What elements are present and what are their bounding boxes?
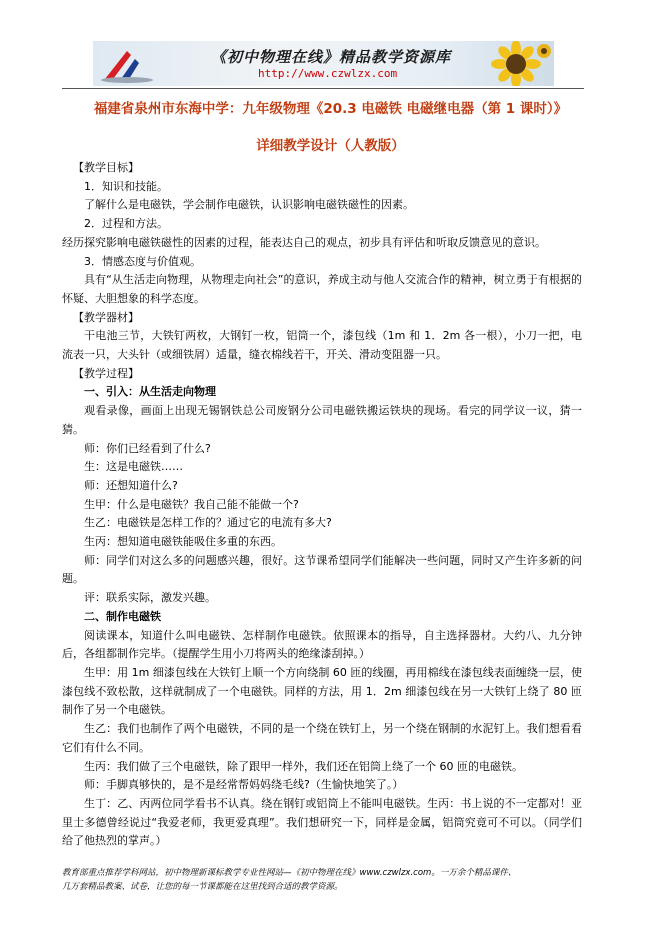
paragraph: 1．知识和技能。 xyxy=(84,179,168,193)
paragraph: 具有“从生活走向物理，从物理走向社会”的意识，养成主动与他人交流合作的精神，树立勇于有根据的怀疑、大胆想象的科学态度。 xyxy=(62,273,582,305)
section-heading-process: 【教学过程】 xyxy=(73,366,139,380)
section-heading-objectives: 【教学目标】 xyxy=(73,161,139,174)
site-logo-icon xyxy=(97,43,157,85)
paragraph: 2．过程和方法。 xyxy=(84,217,168,231)
dialogue-line: 生丁：乙、丙两位同学看书不认真。绕在钢钉或铝筒上不能叫电磁铁。生丙：书上说的不一定都对！亚里士多德曾经说过“我爱老师，我更爱真理”。我们想研究一下，同样是金属，铝筒究竟可不可以。（同学们给了他热烈的掌声。） xyxy=(62,796,582,848)
dialogue-line: 师：手脚真够快的，是不是经常帮妈妈绕毛线?（生愉快地笑了。） xyxy=(84,778,404,792)
document-subtitle: 详细教学设计（人教版） xyxy=(256,138,405,154)
footer-line: 教育部重点推荐学科网站，初中物理新课标教学专业性网站—《初中物理在线》www.czwlzx.com。一万余个精品课件、 xyxy=(62,868,517,878)
header-banner xyxy=(93,41,554,86)
sunflower-icon xyxy=(480,41,552,86)
banner-title: 《初中物理在线》精品教学资源库 xyxy=(211,48,452,66)
paragraph: 经历探究影响电磁铁磁性的因素的过程，能表达自己的观点，初步具有评估和听取反馈意见的意识。 xyxy=(62,235,546,249)
paragraph: 干电池三节，大铁钉两枚，大钢钉一枚，铝筒一个，漆包线（1m 和 1．2m 各一根），小刀一把，电流表一只，大头针（或细铁屑）适量，缝衣棉线若干，开关、滑动变阻器一只。 xyxy=(62,329,582,362)
banner-url[interactable]: http://www.czwlzx.com xyxy=(258,67,398,80)
dialogue-line: 生乙：电磁铁是怎样工作的？通过它的电流有多大? xyxy=(84,516,332,530)
subheading-make-electromagnet: 二、制作电磁铁 xyxy=(84,609,161,623)
paragraph: 观看录像，画面上出现无锡钢铁总公司废钢分公司电磁铁搬运铁块的现场。看完的同学议一议，猜一猜。 xyxy=(62,404,582,436)
paragraph: 阅读课本，知道什么叫电磁铁、怎样制作电磁铁。依照课本的指导，自主选择器材。大约八、九分钟后，各组都制作完毕。（提醒学生用小刀将两头的绝缘漆刮掉。） xyxy=(62,628,582,661)
dialogue-line: 生丙：我们做了三个电磁铁，除了跟甲一样外，我们还在铝筒上绕了一个 60 匝的电磁铁。 xyxy=(84,759,523,773)
subheading-introduction: 一、引入：从生活走向物理 xyxy=(84,385,216,399)
page-footer xyxy=(62,866,587,894)
dialogue-line: 师：你们已经看到了什么? xyxy=(84,441,211,455)
document-title: 福建省泉州市东海中学：九年级物理《20.3 电磁铁 电磁继电器（第 1 课时）》 xyxy=(93,101,568,117)
footer-line: 几万套精品教案、试卷，让您的每一节课都能在这里找到合适的教学资源。 xyxy=(62,882,343,892)
paragraph: 3．情感态度与价值观。 xyxy=(84,254,201,268)
dialogue-line: 师：还想知道什么? xyxy=(84,478,178,492)
comment-line: 评：联系实际，激发兴趣。 xyxy=(84,591,216,605)
header-divider xyxy=(62,88,584,89)
dialogue-line: 生乙：我们也制作了两个电磁铁，不同的是一个绕在铁钉上，另一个绕在钢制的水泥钉上。我们想看看它们有什么不同。 xyxy=(62,722,582,754)
dialogue-line: 生甲：用 1m 细漆包线在大铁钉上顺一个方向绕制 60 匝的线圈，再用棉线在漆包线表面缠绕一层，使漆包线不致松散，这样就制成了一个电磁铁。同样的方法，用 1．2m 细漆包线在另一大铁钉上绕了 80 匝制作了另一个电磁铁。 xyxy=(62,665,582,717)
dialogue-line: 生丙：想知道电磁铁能吸住多重的东西。 xyxy=(84,535,282,549)
dialogue-line: 生：这是电磁铁…… xyxy=(84,460,183,474)
paragraph: 了解什么是电磁铁，学会制作电磁铁，认识影响电磁铁磁性的因素。 xyxy=(84,198,414,212)
dialogue-line: 师：同学们对这么多的问题感兴趣，很好。这节课希望同学们能解决一些问题，同时又产生许多新的问题。 xyxy=(62,553,582,586)
dialogue-line: 生甲：什么是电磁铁？我自己能不能做一个? xyxy=(84,497,299,511)
document-body xyxy=(62,159,582,851)
section-heading-materials: 【教学器材】 xyxy=(73,310,139,324)
